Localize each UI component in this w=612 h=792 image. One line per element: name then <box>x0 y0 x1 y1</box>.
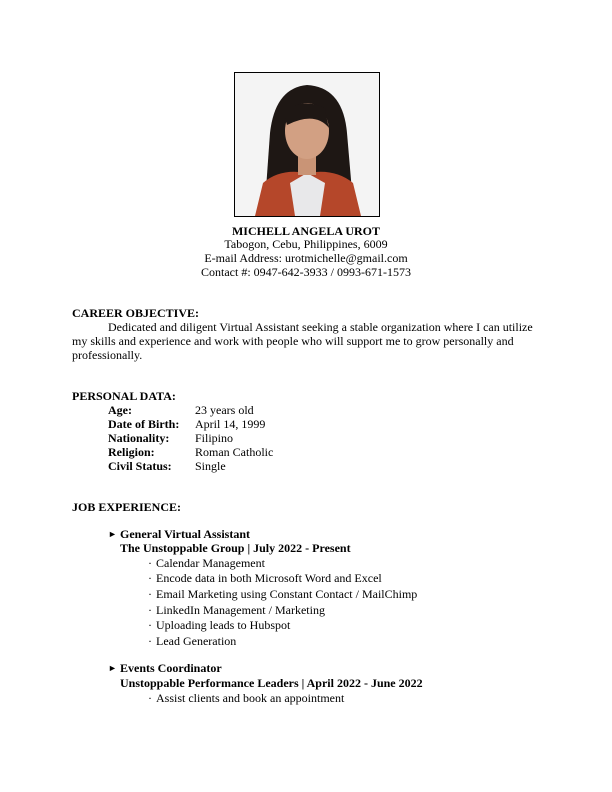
label-age: Age: <box>108 403 132 417</box>
section-title-experience: JOB EXPERIENCE: <box>72 500 182 514</box>
bullet-icon: · <box>148 618 152 632</box>
bullet-icon: · <box>148 571 152 585</box>
bullet-icon: · <box>148 587 152 601</box>
task: LinkedIn Management / Marketing <box>156 603 325 617</box>
task: Email Marketing using Constant Contact / MailChimp <box>156 587 418 601</box>
address: Tabogon, Cebu, Philippines, 6009 <box>224 237 388 251</box>
arrow-icon: ► <box>108 529 117 539</box>
email: E-mail Address: urotmichelle@gmail.com <box>204 251 408 265</box>
profile-photo <box>234 72 380 217</box>
objective-line: professionally. <box>72 348 143 362</box>
task: Lead Generation <box>156 634 237 648</box>
arrow-icon: ► <box>108 663 117 673</box>
bullet-icon: · <box>148 556 152 570</box>
bullet-icon: · <box>148 634 152 648</box>
objective-line: my skills and experience and work with people who will support me to grow personally and <box>72 334 514 348</box>
section-title-objective: CAREER OBJECTIVE: <box>72 306 200 320</box>
task: Assist clients and book an appointment <box>156 691 345 705</box>
label-religion: Religion: <box>108 445 155 459</box>
value-age: 23 years old <box>195 403 254 417</box>
task: Calendar Management <box>156 556 265 570</box>
label-nationality: Nationality: <box>108 431 170 445</box>
value-dob: April 14, 1999 <box>195 417 266 431</box>
task: Uploading leads to Hubspot <box>156 618 291 632</box>
value-nationality: Filipino <box>195 431 234 445</box>
value-religion: Roman Catholic <box>195 445 274 459</box>
section-title-personal: PERSONAL DATA: <box>72 389 176 403</box>
job-role: General Virtual Assistant <box>120 527 251 541</box>
label-civil-status: Civil Status: <box>108 459 172 473</box>
candidate-name: MICHELL ANGELA UROT <box>231 224 381 238</box>
contact: Contact #: 0947-642-3933 / 0993-671-1573 <box>201 265 411 279</box>
value-civil-status: Single <box>195 459 226 473</box>
bullet-icon: · <box>148 691 152 705</box>
task: Encode data in both Microsoft Word and Excel <box>156 571 382 585</box>
label-dob: Date of Birth: <box>108 417 180 431</box>
bullet-icon: · <box>148 603 152 617</box>
job-company: Unstoppable Performance Leaders | April 2022 - June 2022 <box>120 676 423 690</box>
objective-line: Dedicated and diligent Virtual Assistant seeking a stable organization where I can utilize <box>108 320 533 334</box>
job-company: The Unstoppable Group | July 2022 - Present <box>120 541 351 555</box>
personal-data-table <box>0 403 612 473</box>
job-role: Events Coordinator <box>120 661 222 675</box>
